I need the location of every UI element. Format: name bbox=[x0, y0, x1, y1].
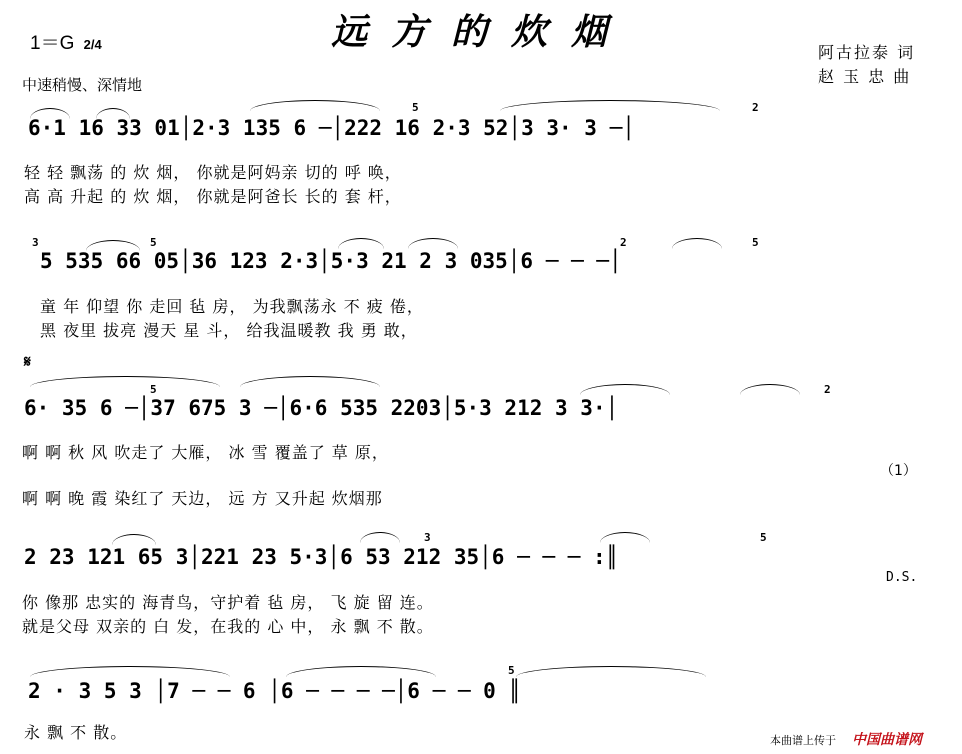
grace-note: 2 bbox=[752, 101, 759, 114]
ds-marking: D.S. bbox=[886, 570, 918, 585]
lyrics-line-3-verse-2: 啊 啊 晚 霞 染红了 天边， 远 方 又升起 炊烟那 bbox=[22, 489, 383, 508]
lyrics-line-3-verse-1: 啊 啊 秋 风 吹走了 大雁， 冰 雪 覆盖了 草 原， bbox=[22, 443, 389, 462]
grace-note: 5 bbox=[150, 383, 157, 396]
notation-line-3: 6· 35 6 ─│37 675 3 ─│6·6 535 2203│5·3 212 3 3·│ bbox=[24, 396, 619, 420]
lyrics-line-2-verse-2: 黑 夜里 拔亮 漫天 星 斗， 给我温暖教 我 勇 敢， bbox=[40, 321, 418, 340]
meter-label: 2/4 bbox=[83, 37, 102, 52]
slur bbox=[580, 384, 670, 395]
notation-line-4: 2 23 121 65 3│221 23 5·3│6 53 212 35│6 ─ ─ ─ :║ bbox=[24, 545, 619, 569]
lyrics-line-1-verse-2: 高 高 升起 的 炊 烟， 你就是阿爸长 长的 套 杆， bbox=[24, 187, 402, 206]
grace-note: 5 bbox=[760, 531, 767, 544]
lyrics-line-4-verse-2: 就是父母 双亲的 白 发，在我的 心 中， 永 飘 不 散。 bbox=[22, 617, 434, 636]
upload-note: 本曲谱上传于 bbox=[770, 734, 836, 747]
grace-note: 3 bbox=[424, 531, 431, 544]
slur bbox=[112, 534, 156, 545]
site-logo: 中国曲谱网 bbox=[852, 732, 922, 748]
grace-note: 5 bbox=[508, 664, 515, 677]
grace-note: 5 bbox=[412, 101, 419, 114]
grace-note: 5 bbox=[752, 236, 759, 249]
volta-marker: （1） bbox=[880, 463, 917, 479]
grace-note: 2 bbox=[620, 236, 627, 249]
lyrics-line-2-verse-1: 童 年 仰望 你 走回 毡 房， 为我飘荡永 不 疲 倦， bbox=[40, 297, 424, 316]
lyrics-line-1-verse-1: 轻 轻 飘荡 的 炊 烟， 你就是阿妈亲 切的 呼 唤， bbox=[24, 163, 402, 182]
segno-sign: 𝄋 bbox=[24, 352, 31, 371]
grace-note: 3 bbox=[32, 236, 39, 249]
slur bbox=[250, 100, 380, 111]
slur bbox=[30, 376, 220, 387]
slur bbox=[600, 532, 650, 543]
slur bbox=[360, 532, 400, 543]
lyrics-line-5: 永 飘 不 散。 bbox=[24, 723, 128, 742]
notation-line-2: 5 535 66 05│36 123 2·3│5·3 21 2 3 035│6 ─ ─ ─│ bbox=[40, 249, 622, 273]
grace-note: 5 bbox=[150, 236, 157, 249]
tempo-marking: 中速稍慢、深情地 bbox=[22, 76, 143, 94]
slur bbox=[500, 100, 720, 111]
slur bbox=[286, 666, 436, 677]
lyricist-credit: 阿古拉泰 词 bbox=[818, 43, 916, 62]
slur bbox=[30, 666, 230, 677]
grace-note: 2 bbox=[824, 383, 831, 396]
slur bbox=[516, 666, 706, 677]
slur bbox=[408, 238, 458, 249]
key-label: 1＝G bbox=[30, 33, 75, 54]
lyrics-line-4-verse-1: 你 像那 忠实的 海青鸟，守护着 毡 房， 飞 旋 留 连。 bbox=[22, 593, 434, 612]
notation-line-5: 2 · 3 5 3 │7 ─ ─ 6 │6 ─ ─ ─ ─│6 ─ ─ 0 ║ bbox=[28, 679, 522, 703]
slur bbox=[740, 384, 800, 395]
slur bbox=[338, 238, 384, 249]
song-title: 远方的炊烟 bbox=[330, 11, 631, 53]
composer-credit: 赵 玉 忠 曲 bbox=[818, 67, 912, 86]
notation-line-1: 6·1 16 33 01│2·3 135 6 ─│222 16 2·3 52│3 3· 3 ─│ bbox=[28, 116, 635, 140]
slur bbox=[672, 238, 722, 249]
slur bbox=[240, 376, 380, 387]
key-signature bbox=[30, 28, 102, 55]
